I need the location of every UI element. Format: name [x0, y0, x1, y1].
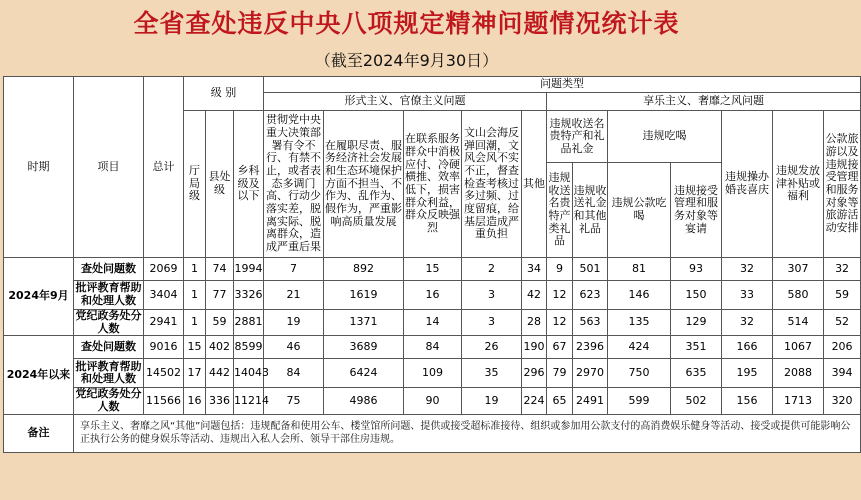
table-cell: 424 — [608, 336, 671, 359]
table-cell: 46 — [264, 336, 324, 359]
header-level-xiang: 乡科级及以下 — [234, 111, 264, 258]
statistics-table — [3, 76, 861, 453]
table-cell: 2941 — [144, 310, 184, 336]
table-cell: 14502 — [144, 359, 184, 388]
table-cell: 77 — [206, 281, 234, 310]
table-cell: 129 — [671, 310, 722, 336]
row-item-label: 党纪政务处分人数 — [75, 309, 142, 335]
table-cell: 42 — [522, 281, 547, 310]
table-cell: 3404 — [144, 281, 184, 310]
table-cell: 2491 — [573, 388, 608, 414]
table-cell: 12 — [547, 310, 573, 336]
table-cell: 224 — [522, 388, 547, 414]
table-cell: 146 — [608, 281, 671, 310]
table-cell: 28 — [522, 310, 547, 336]
header-hedonism: 享乐主义、奢靡之风问题 — [547, 93, 861, 111]
table-cell: 599 — [608, 388, 671, 414]
table-cell: 67 — [547, 336, 573, 359]
note-label: 备注 — [4, 414, 74, 452]
table-cell: 14043 — [234, 359, 264, 388]
table-cell: 195 — [722, 359, 773, 388]
table-cell: 2881 — [234, 310, 264, 336]
header-hedonism-gift-a: 违规收送名贵特产类礼品 — [547, 163, 573, 258]
period-label: 2024年以来 — [4, 336, 74, 414]
table-cell: 33 — [722, 281, 773, 310]
table-cell: 2 — [462, 258, 522, 281]
table-cell: 16 — [404, 281, 462, 310]
table-cell: 109 — [404, 359, 462, 388]
table-cell: 166 — [722, 336, 773, 359]
table-cell: 17 — [184, 359, 206, 388]
table-cell: 402 — [206, 336, 234, 359]
header-level: 级 别 — [184, 77, 264, 111]
table-cell: 190 — [522, 336, 547, 359]
header-formalism-4: 文山会海反弹回潮，文风会风不实不正，督查检查考核过多过频、过度留痕，给基层造成严重负担 — [462, 111, 522, 258]
table-cell: 32 — [722, 258, 773, 281]
header-formalism-other: 其他 — [522, 111, 547, 258]
table-cell: 1 — [184, 310, 206, 336]
table-cell: 514 — [773, 310, 824, 336]
table-cell: 14 — [404, 310, 462, 336]
table-cell: 11214 — [234, 388, 264, 414]
header-level-ting: 厅局级 — [184, 111, 206, 258]
header-hedonism-eat-a: 违规公款吃喝 — [608, 163, 671, 258]
table-cell: 32 — [722, 310, 773, 336]
table-cell: 2970 — [573, 359, 608, 388]
table-cell: 15 — [184, 336, 206, 359]
page-subtitle: （截至2024年9月30日） — [314, 51, 499, 70]
table-cell: 750 — [608, 359, 671, 388]
table-row — [4, 336, 861, 359]
table-cell: 307 — [773, 258, 824, 281]
row-item-label: 党纪政务处分人数 — [75, 387, 142, 413]
header-hedonism-gift: 违规收送名贵特产和礼品礼金 — [547, 111, 608, 163]
row-item-label: 查处问题数 — [74, 336, 144, 359]
table-cell: 394 — [824, 359, 861, 388]
table-cell: 93 — [671, 258, 722, 281]
table-cell: 351 — [671, 336, 722, 359]
table-cell: 8599 — [234, 336, 264, 359]
header-hedonism-gift-b: 违规收送礼金和其他礼品 — [573, 163, 608, 258]
table-cell: 90 — [404, 388, 462, 414]
table-row — [4, 258, 861, 281]
table-cell: 11566 — [144, 388, 184, 414]
table-cell: 1067 — [773, 336, 824, 359]
header-formalism: 形式主义、官僚主义问题 — [264, 93, 547, 111]
table-cell: 84 — [404, 336, 462, 359]
table-cell: 19 — [264, 310, 324, 336]
table-cell: 12 — [547, 281, 573, 310]
header-hedonism-travel: 公款旅游以及违规接受管理和服务对象等旅游活动安排 — [824, 111, 861, 258]
table-cell: 3689 — [324, 336, 404, 359]
table-cell: 9 — [547, 258, 573, 281]
header-hedonism-wedding: 违规操办婚丧喜庆 — [722, 111, 773, 258]
table-cell: 35 — [462, 359, 522, 388]
table-cell: 79 — [547, 359, 573, 388]
header-formalism-3: 在联系服务群众中消极应付、冷硬横推、效率低下，损害群众利益，群众反映强烈 — [404, 111, 462, 258]
table-cell: 19 — [462, 388, 522, 414]
table-cell: 501 — [573, 258, 608, 281]
table-cell: 2069 — [144, 258, 184, 281]
table-cell: 9016 — [144, 336, 184, 359]
table-cell: 635 — [671, 359, 722, 388]
period-label: 2024年9月 — [4, 258, 74, 336]
table-cell: 3326 — [234, 281, 264, 310]
table-cell: 3 — [462, 310, 522, 336]
table-cell: 563 — [573, 310, 608, 336]
header-period: 时期 — [4, 77, 74, 258]
page-title: 全省查处违反中央八项规定精神问题情况统计表 — [133, 9, 680, 38]
table-cell: 502 — [671, 388, 722, 414]
table-cell: 34 — [522, 258, 547, 281]
table-cell: 623 — [573, 281, 608, 310]
table-cell: 1994 — [234, 258, 264, 281]
table-cell: 16 — [184, 388, 206, 414]
table-cell: 65 — [547, 388, 573, 414]
table-cell: 1 — [184, 258, 206, 281]
table-cell: 26 — [462, 336, 522, 359]
table-cell: 59 — [824, 281, 861, 310]
table-cell: 15 — [404, 258, 462, 281]
table-row — [4, 310, 861, 336]
header-hedonism-eat: 违规吃喝 — [608, 111, 722, 163]
table-cell: 296 — [522, 359, 547, 388]
header-formalism-2: 在履职尽责、服务经济社会发展和生态环境保护方面不担当、不作为、乱作为、假作为，严重影响高质量发展 — [324, 111, 404, 258]
table-cell: 52 — [824, 310, 861, 336]
header-formalism-1: 贯彻党中央重大决策部署有令不行、有禁不止，或者表态多调门高、行动少落实差，脱离实际、脱离群众，造成严重后果 — [264, 111, 324, 258]
table-cell: 59 — [206, 310, 234, 336]
table-cell: 336 — [206, 388, 234, 414]
table-cell: 7 — [264, 258, 324, 281]
table-cell: 75 — [264, 388, 324, 414]
table-cell: 2396 — [573, 336, 608, 359]
row-item-label: 查处问题数 — [74, 258, 144, 281]
table-cell: 442 — [206, 359, 234, 388]
table-cell: 892 — [324, 258, 404, 281]
table-cell: 3 — [462, 281, 522, 310]
row-item-label: 批评教育帮助和处理人数 — [74, 281, 144, 310]
table-cell: 84 — [264, 359, 324, 388]
table-cell: 1 — [184, 281, 206, 310]
table-cell: 4986 — [324, 388, 404, 414]
table-cell: 206 — [824, 336, 861, 359]
table-row — [4, 388, 861, 414]
header-problem-type: 问题类型 — [264, 77, 861, 93]
header-total: 总计 — [144, 77, 184, 258]
table-cell: 1371 — [324, 310, 404, 336]
table-cell: 32 — [824, 258, 861, 281]
table-cell: 1619 — [324, 281, 404, 310]
table-cell: 135 — [608, 310, 671, 336]
table-row — [4, 359, 861, 388]
table-cell: 320 — [824, 388, 861, 414]
table-cell: 150 — [671, 281, 722, 310]
header-level-xian: 县处级 — [206, 111, 234, 258]
table-cell: 156 — [722, 388, 773, 414]
table-cell: 74 — [206, 258, 234, 281]
table-cell: 21 — [264, 281, 324, 310]
header-item: 项目 — [74, 77, 144, 258]
note-text: 享乐主义、奢靡之风“其他”问题包括：违规配备和使用公车、楼堂馆所问题、提供或接受超标准接待、组织或参加用公款支付的高消费娱乐健身等活动、接受或提供可能影响公正执行公务的健身娱乐等活动、违规出入私人会所、领导干部住房违规。 — [74, 414, 861, 452]
table-cell: 1713 — [773, 388, 824, 414]
header-hedonism-eat-b: 违规接受管理和服务对象等宴请 — [671, 163, 722, 258]
table-cell: 81 — [608, 258, 671, 281]
header-hedonism-welfare: 违规发放津补贴或福利 — [773, 111, 824, 258]
row-item-label: 批评教育帮助和处理人数 — [74, 359, 144, 388]
table-cell: 2088 — [773, 359, 824, 388]
table-cell: 6424 — [324, 359, 404, 388]
table-cell: 580 — [773, 281, 824, 310]
table-row — [4, 281, 861, 310]
